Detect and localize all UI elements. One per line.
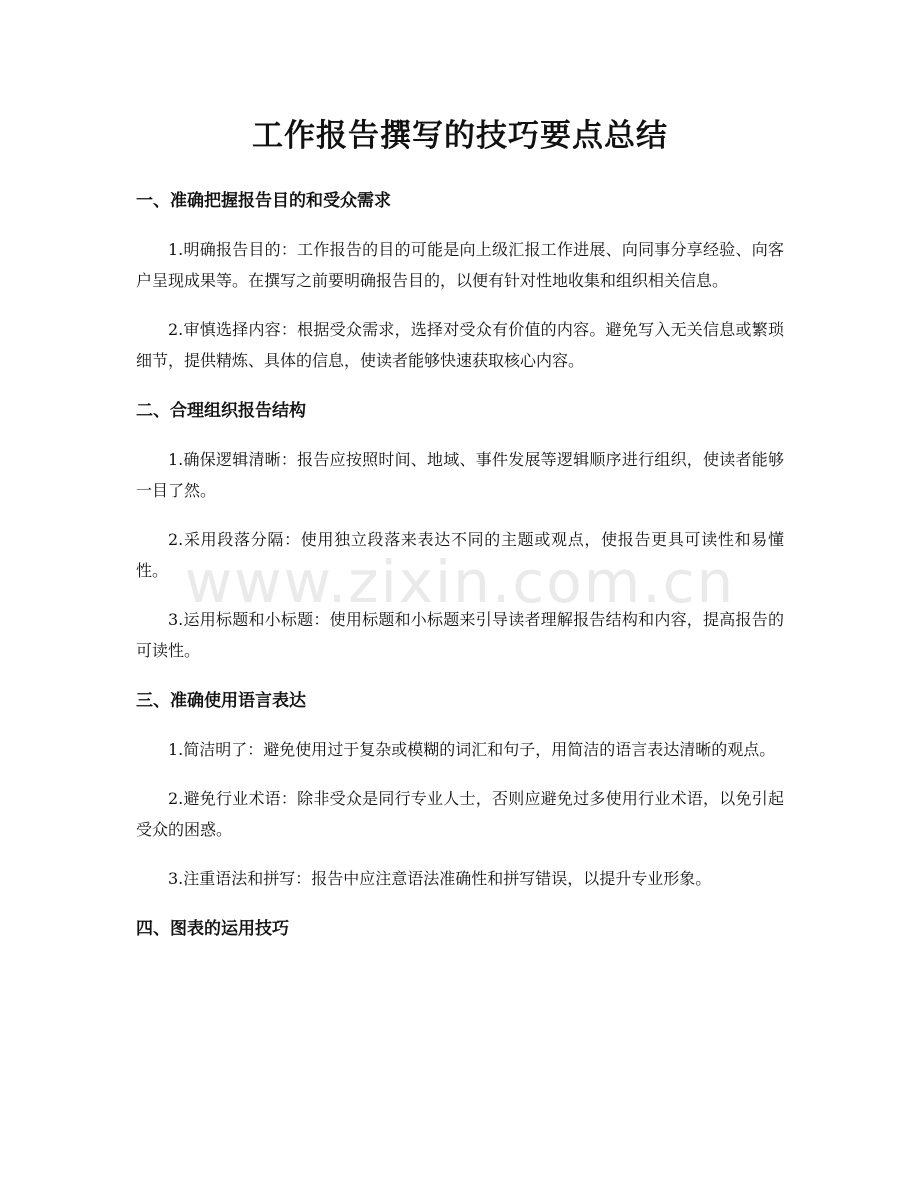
section-heading: 一、准确把握报告目的和受众需求 <box>136 191 391 211</box>
paragraph: 3.运用标题和小标题：使用标题和小标题来引导读者理解报告结构和内容，提高报告的可读性。 <box>136 610 784 660</box>
section-heading: 三、准确使用语言表达 <box>136 691 306 711</box>
section-heading: 二、合理组织报告结构 <box>136 401 306 421</box>
watermark-text: www.zixin.com.cn <box>184 548 736 616</box>
paragraph: 2.避免行业术语：除非受众是同行专业人士，否则应避免过多使用行业术语，以免引起受众的困惑。 <box>136 789 784 839</box>
section-4 <box>136 916 784 942</box>
document-body <box>136 188 784 964</box>
paragraph: 1.明确报告目的：工作报告的目的可能是向上级汇报工作进展、向同事分享经验、向客户呈现成果等。在撰写之前要明确报告目的，以便有针对性地收集和组织相关信息。 <box>136 240 784 290</box>
section-1 <box>136 188 784 376</box>
paragraph: 2.采用段落分隔：使用独立段落来表达不同的主题或观点，使报告更具可读性和易懂性。 <box>136 530 784 580</box>
section-3 <box>136 688 784 894</box>
paragraph: 1.简洁明了：避免使用过于复杂或模糊的词汇和句子，用简洁的语言表达清晰的观点。 <box>168 740 776 759</box>
paragraph: 2.审慎选择内容：根据受众需求，选择对受众有价值的内容。避免写入无关信息或繁琐细节，提供精炼、具体的信息，使读者能够快速获取核心内容。 <box>136 320 784 370</box>
paragraph: 3.注重语法和拼写：报告中应注意语法准确性和拼写错误，以提升专业形象。 <box>168 869 712 888</box>
section-2 <box>136 398 784 666</box>
paragraph: 1.确保逻辑清晰：报告应按照时间、地域、事件发展等逻辑顺序进行组织，使读者能够一目了然。 <box>136 450 784 500</box>
page-title: 工作报告撰写的技巧要点总结 <box>252 118 668 154</box>
section-heading: 四、图表的运用技巧 <box>136 919 289 939</box>
